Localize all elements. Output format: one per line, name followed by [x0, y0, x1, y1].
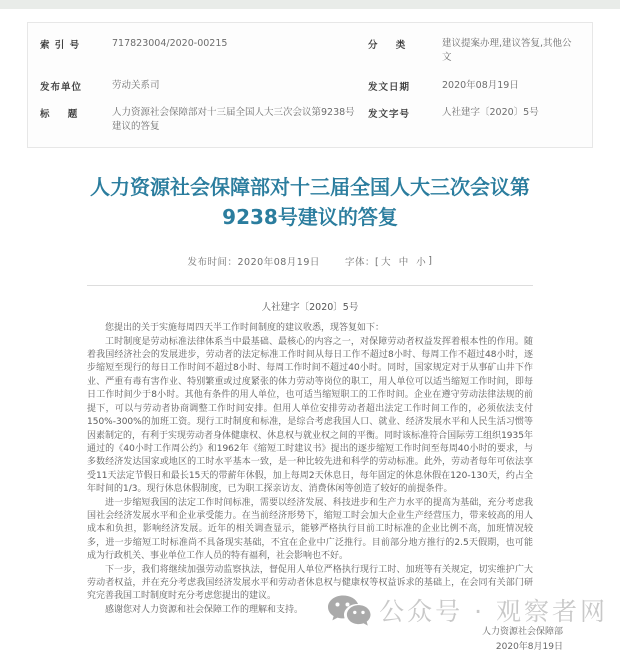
watermark-label: 公众号 · 观察者网: [379, 597, 608, 626]
meta-value-doc-number: 人社建字〔2020〕5号: [442, 106, 539, 118]
meta-value-issue-date: 2020年08月19日: [442, 79, 519, 91]
meta-label-category: 分 类: [368, 40, 407, 51]
meta-label-title: 标 题: [40, 108, 79, 120]
font-size-medium-button[interactable]: 中: [398, 257, 409, 269]
meta-value-title: 人力资源社会保障部对十三届全国人大三次会议第9238号建议的答复: [112, 106, 355, 132]
meta-label-publisher: 发布单位: [40, 81, 83, 93]
page-top-border: [0, 0, 620, 9]
meta-value-index-number: 717823004/2020-00215: [112, 38, 228, 49]
font-size-label-close: ]: [428, 255, 433, 267]
meta-label-index-number: 索 引 号: [40, 40, 81, 51]
meta-value-category: 建议提案办理,建议答复,其他公文: [442, 38, 572, 64]
body-paragraph: 进一步缩短我国的法定工作时间标准，需要以经济发展、科技进步和生产力水平的提高为基础，充分考虑我国社会经济发展水平和企业承受能力。在当前经济形势下，缩短工时会加大企业生产经营压力，带来较高的用人成本和负担，影响经济发展。近年的相关调查显示，能够严格执行目前工时标准的企业比例不高，加班情况较多，进一步缩短工时标准尚不具备现实基础，不宜在企业中广泛推行。目前部分地方推行的2.5天假期，也可能成为行政机关、事业单位工作人员的特有福利，社会影响也不好。: [87, 497, 533, 562]
document-reference-number: 人社建字〔2020〕5号: [261, 302, 359, 314]
publish-time-label: 发布时间：: [187, 257, 238, 269]
signature-block: [87, 625, 563, 655]
document-metadata-table: [27, 22, 593, 148]
title-body-divider: [87, 285, 533, 286]
watermark: [326, 592, 608, 628]
body-paragraph: 工时制度是劳动标准法律体系当中最基础、最核心的内容之一，对保障劳动者权益发挥着根本性的作用。随着我国经济社会的发展进步，劳动者的法定标准工作时间从每日工作不超过8小时、每周工作不超过48小时，逐步缩短至现行的每日工作时间不超过8小时、每周工作时间不超过40小时。同时，国家规定对于从事矿山井下作业、严重有毒有害作业、特别繁重或过度紧张的体力劳动等岗位的职工，用人单位可以适当缩短工作时间，即每日工作时间少于8小时。其他有条件的用人单位，也可适当缩短职工的工作时间。企业在遵守劳动法律法规的前提下，可以与劳动者协商调整工作时间安排。但用人单位安排劳动者超出法定工作时间工作的，必须依法支付150%-300%的加班工资。现行工时制度和标准，是综合考虑我国人口、就业、经济发展水平和人民生活习惯等因素制定的，有利于实现劳动者身体健康权、休息权与就业权之间的平衡。同时该标准符合国际劳工组织1935年通过的《40小时工作周公约》和1962年《缩短工时建议书》提出的逐步缩短工作时间至每周40小时的要求，与多数经济发达国家或地区的工时水平基本一致，是一种比较先进和科学的劳动标准。此外，劳动者每年可依法享受11天法定节假日和最长15天的带薪年休假，加上每周2天休息日，每年固定的休息休假在120-130天，约占全年时间的1/3。现行休息休假制度，已为职工探亲访友、消费休闲等创造了较好的前提条件。: [87, 336, 533, 495]
font-size-label: 字体：[: [344, 257, 380, 269]
page-title: 人力资源社会保障部对十三届全国人大三次会议第9238号建议的答复: [90, 175, 530, 230]
wechat-icon: [326, 594, 372, 626]
signature-org: 人力资源社会保障部: [481, 627, 563, 638]
body-paragraph: 您提出的关于实施每周四天半工作时间制度的建议收悉，现答复如下：: [105, 323, 385, 334]
publish-info-bar: [0, 254, 620, 268]
body-paragraph: 下一步，我们将继续加强劳动监察执法，督促用人单位严格执行现行工时、加班等有关规定，切实维护广大劳动者权益，并在充分考虑我国经济发展水平和劳动者休息权与健康权等权益诉求的基础上，在会同有关部门研究完善我国工时制度时充分考虑您提出的建议。: [87, 564, 533, 602]
body-paragraph: 感谢您对人力资源和社会保障工作的理解和支持。: [105, 604, 304, 615]
meta-label-issue-date: 发文日期: [368, 81, 411, 93]
font-size-small-button[interactable]: 小: [416, 257, 427, 269]
meta-value-publisher: 劳动关系司: [112, 79, 160, 91]
document-body: [87, 322, 533, 617]
font-size-large-button[interactable]: 大: [381, 257, 392, 269]
publish-time-value: 2020年08月19日: [237, 257, 320, 269]
signature-date: 2020年8月19日: [495, 642, 563, 653]
meta-label-doc-number: 发文字号: [368, 108, 411, 120]
